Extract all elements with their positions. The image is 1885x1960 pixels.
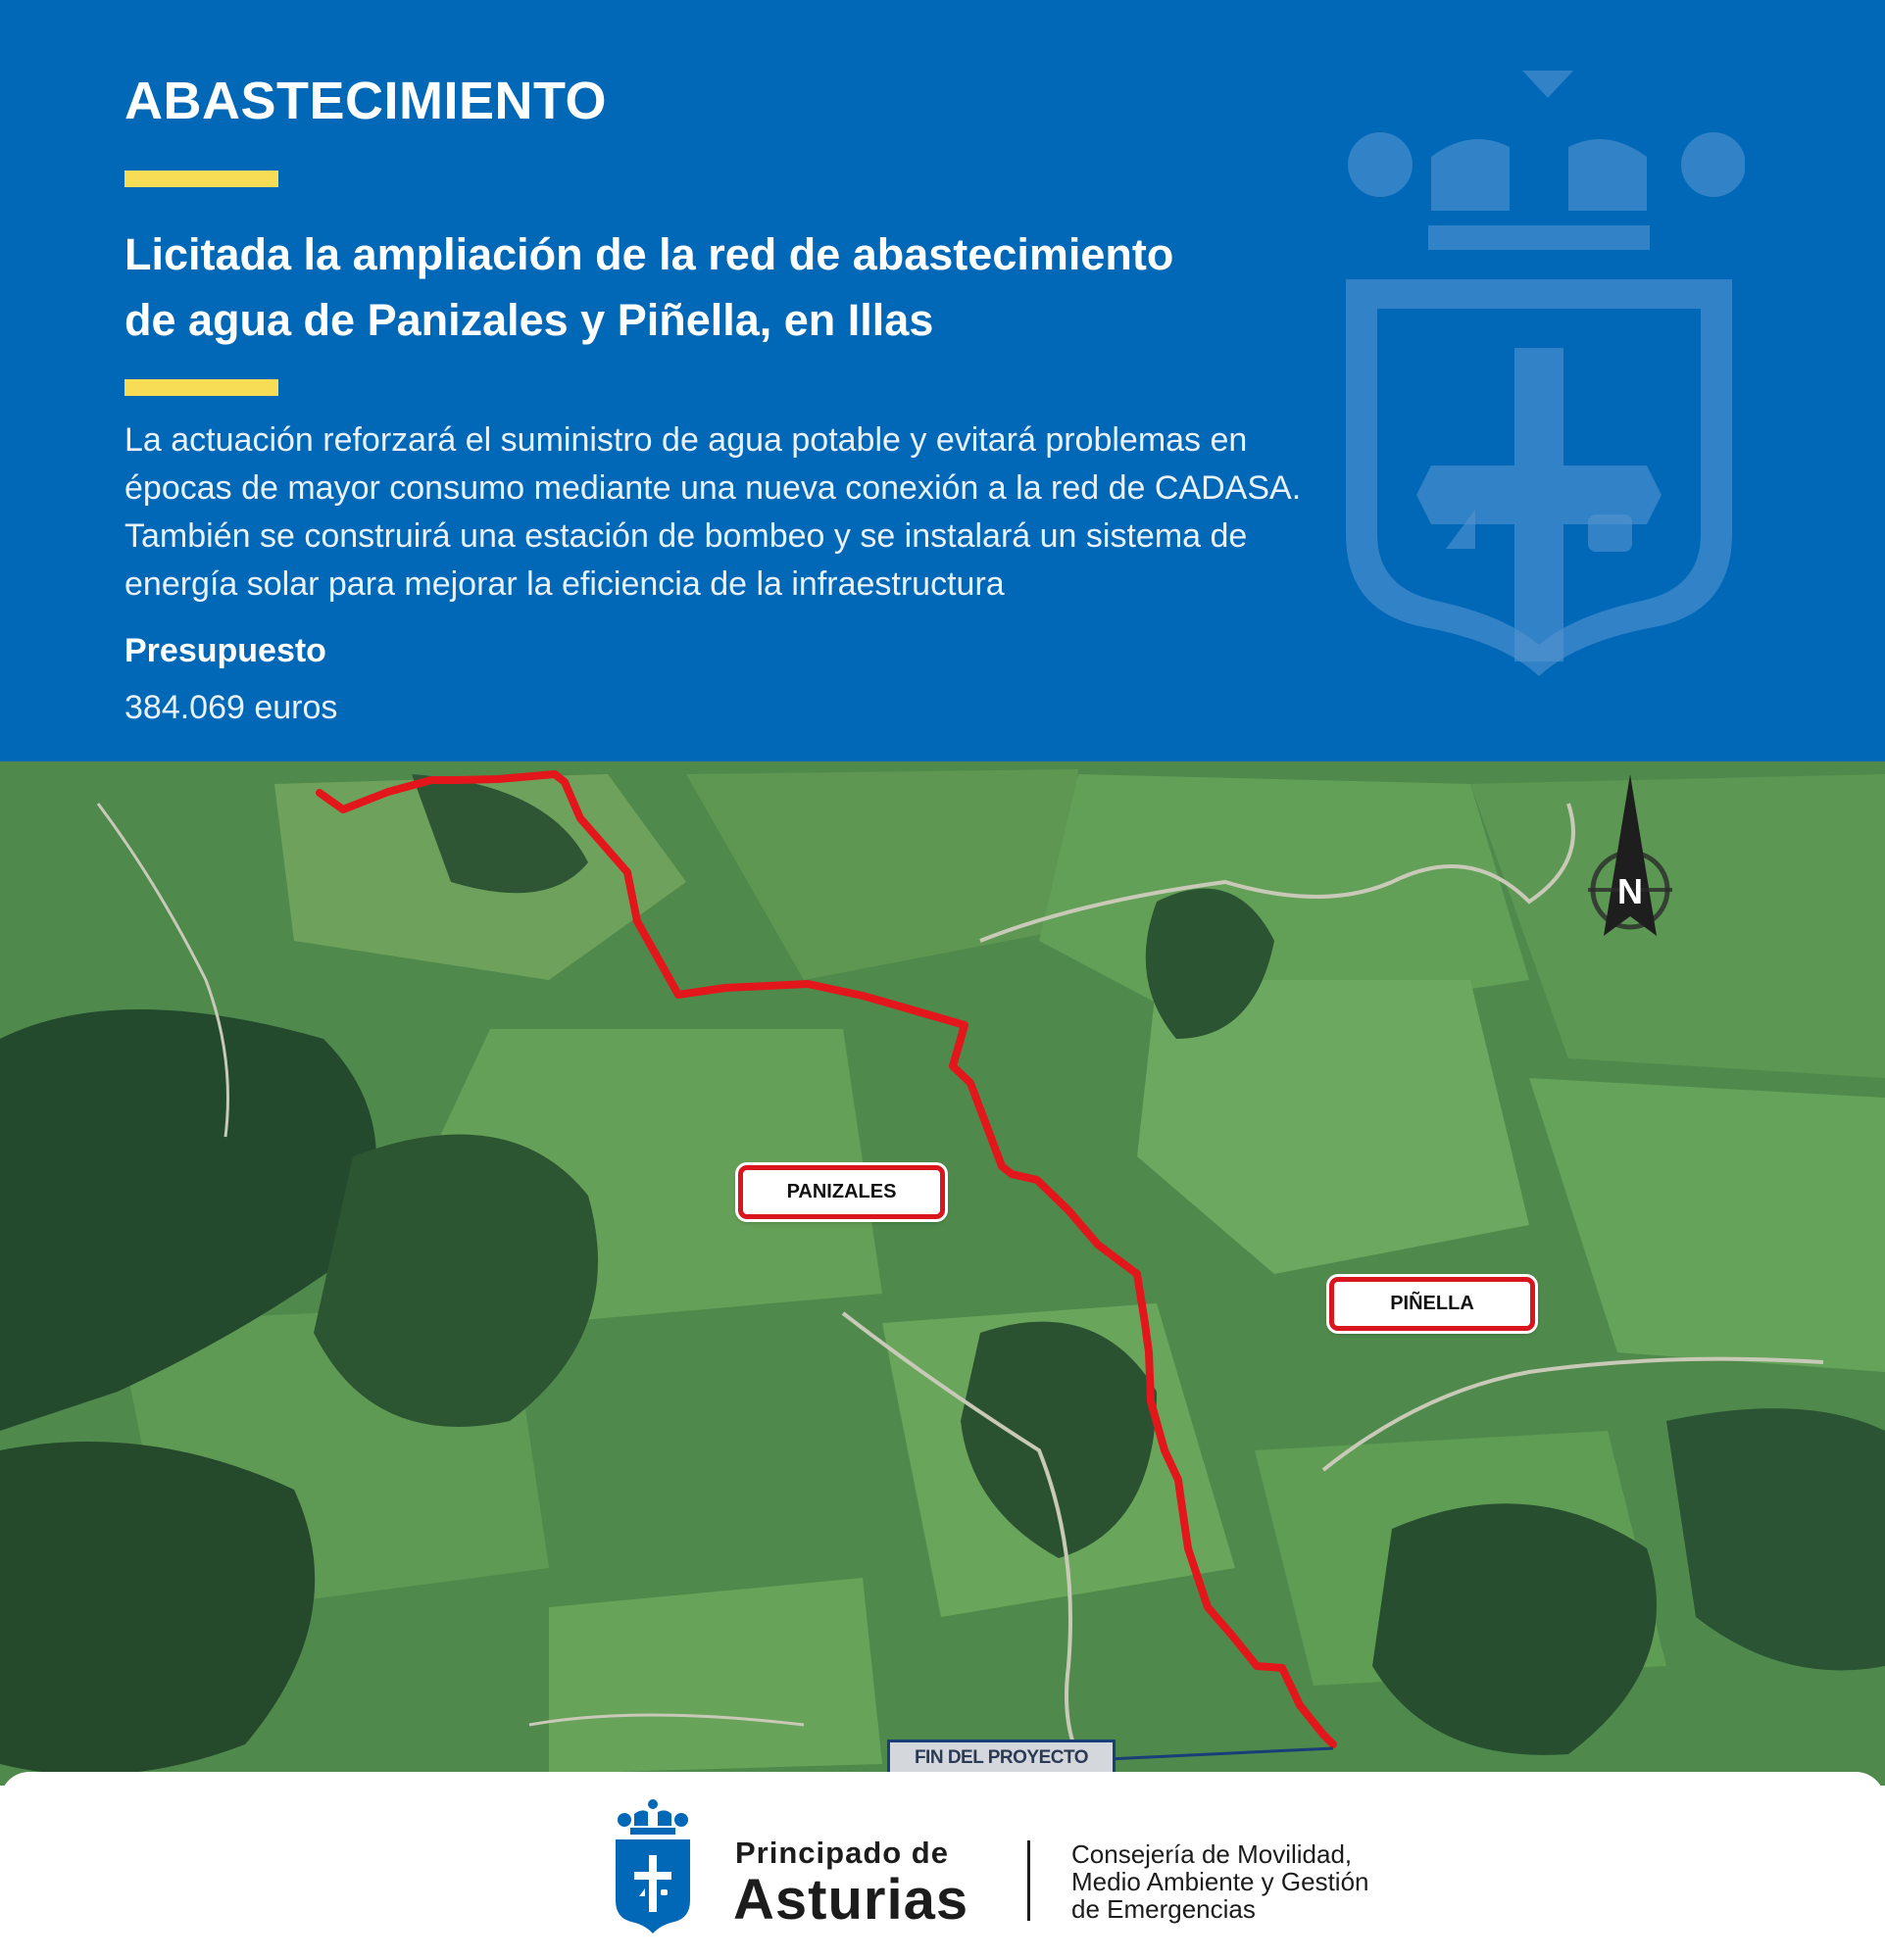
place-label-pinella: PIÑELLA [1329, 1277, 1535, 1331]
description-text: La actuación reforzará el suministro de agua potable y evitará problemas en épocas de mayor consumo mediante una nueva conexión a la red de CADASA. También se construirá una estación de bombeo y se instalará un sistema de energía solar para mejorar la eficiencia de la infraestructura [124, 421, 1302, 603]
department-line-1: Consejería de Movilidad, [1071, 1839, 1353, 1869]
aerial-map-image [0, 761, 1885, 1786]
budget-label: Presupuesto [124, 632, 326, 669]
footer-divider [1027, 1840, 1030, 1921]
header-banner [0, 0, 1885, 761]
brand-name-line-1: Principado de [735, 1836, 949, 1870]
compass-n-label: N [1617, 871, 1643, 911]
department-line-3: de Emergencias [1071, 1894, 1256, 1924]
footer [0, 1772, 1885, 1960]
place-label-fin-del-proyecto: FIN DEL PROYECTO [887, 1740, 1116, 1776]
asturias-coat-of-arms-watermark-icon [1333, 59, 1745, 735]
aerial-map [0, 761, 1885, 1786]
headline-line-1: Licitada la ampliación de la red de abastecimiento [124, 229, 1174, 279]
asturias-coat-of-arms-logo-icon [613, 1798, 693, 1936]
budget-value: 384.069 euros [124, 689, 338, 726]
yellow-rule-bottom [124, 379, 278, 396]
department-line-2: Medio Ambiente y Gestión [1071, 1867, 1369, 1896]
yellow-rule-top [124, 171, 278, 187]
headline-line-2: de agua de Panizales y Piñella, en Illas [124, 295, 934, 345]
headline [124, 221, 1281, 353]
place-label-panizales: PANIZALES [738, 1165, 945, 1219]
section-label: ABASTECIMIENTO [124, 72, 608, 130]
brand-name-line-2: Asturias [733, 1868, 969, 1932]
